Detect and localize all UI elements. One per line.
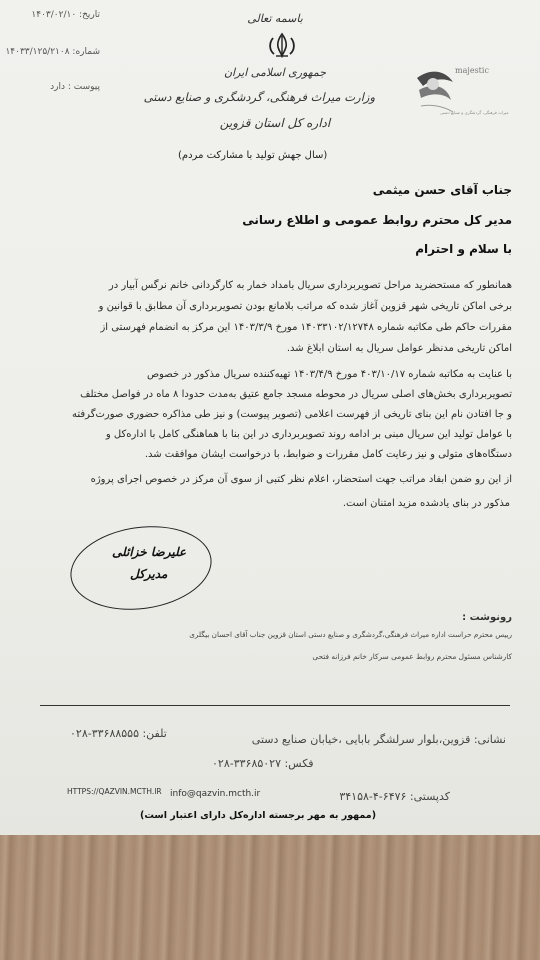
body-line: و جا افتادن نام این بنای تاریخی از فهرست اعلامی (تصویر پیوست) و نیز طی مذاکره حضوری صورت‌گرفته bbox=[72, 409, 512, 420]
footer-stamp-note: (ممهور به مهر برجسته اداره‌کل دارای اعتبار است) bbox=[140, 810, 377, 821]
body-line: مذکور در بنای یادشده مزید امتنان است. bbox=[342, 498, 510, 509]
attachment-line: پیوست : دارد bbox=[50, 82, 100, 92]
body-line: با عنایت به مکاتبه شماره ۴۰۳/۱۰/۱۷ مورخ ۱۴۰۳/۴/۹ تهیه‌کننده سریال مذکور در خصوص bbox=[146, 369, 512, 380]
signature-name: علیرضا خزائلی bbox=[112, 545, 187, 559]
number-value: ۱۴۰۳۳/۱۲۵/۲۱۰۸ bbox=[5, 47, 70, 57]
iran-emblem-icon bbox=[265, 32, 299, 58]
date-line bbox=[31, 10, 100, 20]
recipient-name: جناب آقای حسن میثمی bbox=[372, 183, 512, 197]
cc-line: کارشناس مسئول محترم روابط عمومی سرکار خانم فرزانه فتحی bbox=[312, 652, 512, 661]
logo-text: majestic bbox=[455, 66, 489, 75]
footer-divider bbox=[40, 705, 510, 706]
cc-line: رییس محترم حراست اداره میراث فرهنگی،گردشگری و صنایع دستی استان قزوین جناب آقای احسان بیگلری bbox=[189, 630, 512, 639]
ministry-name: وزارت میراث فرهنگی، گردشگری و صنایع دستی bbox=[143, 90, 375, 104]
body-line: برخی اماکن تاریخی شهر قزوین آغاز شده که مراتب بلامانع بودن تصویربرداری آن مطابق با قوانین و bbox=[98, 301, 512, 312]
footer-address: نشانی: قزوین،بلوار سرلشگر بابایی ،خیابان صنایع دستی bbox=[251, 733, 506, 746]
country-name: جمهوری اسلامی ایران bbox=[223, 66, 327, 79]
signature-title: مدیرکل bbox=[130, 567, 168, 581]
number-line bbox=[5, 47, 100, 57]
body-line: مقررات حاکم طی مکاتبه شماره ۱۴۰۳۳۱۰۲/۱۲۷۴۸ مورخ ۱۴۰۳/۳/۹ این مرکز به انضمام فهرستی از bbox=[100, 322, 512, 333]
office-name: اداره کل استان قزوین bbox=[219, 116, 331, 130]
footer-email: info@qazvin.mcth.ir bbox=[170, 789, 261, 799]
footer-phone: تلفن: ۳۳۶۸۸۵۵۵-۰۲۸ bbox=[70, 727, 167, 740]
body-line: با عوامل تولید این سریال مبنی بر ادامه روند تصویربرداری در این بنا با هماهنگی کامل با اداره‌کل و bbox=[105, 429, 512, 440]
date-value: ۱۴۰۳/۰۲/۱۰ bbox=[31, 10, 77, 20]
greeting-text: با سلام و احترام bbox=[415, 242, 512, 256]
number-label: شماره: bbox=[72, 47, 100, 57]
slogan-text: (سال جهش تولید با مشارکت مردم) bbox=[178, 150, 328, 161]
body-line: تصویربرداری بخش‌های اصلی سریال در محوطه مسجد جامع عتیق به‌مدت حدودا ۸ ماه در فواصل مختلف bbox=[80, 389, 512, 400]
footer-postal: کدپستی: ۶۴۷۶-۴-۳۴۱۵۸ bbox=[339, 790, 450, 803]
body-line: اماکن تاریخی مدنظر عوامل سریال به استان ابلاغ شد. bbox=[286, 343, 512, 354]
body-line: همانطور که مستحضرید مراحل تصویربرداری سریال بامداد خمار به کارگردانی خانم نرگس آبیار در bbox=[108, 280, 512, 291]
logo-subtext: میراث فرهنگی، گردشگری و صنایع دستی bbox=[440, 110, 509, 115]
wooden-table-background bbox=[0, 835, 540, 960]
bismillah-text: باسمه تعالی bbox=[247, 12, 303, 25]
recipient-title: مدیر کل محترم روابط عمومی و اطلاع رسانی bbox=[242, 213, 512, 227]
footer-fax: فکس: ۳۳۶۸۵۰۲۷-۰۲۸ bbox=[212, 757, 314, 770]
body-line: از این رو ضمن ابفاد مراتب جهت استحضار، اعلام نظر کتبی از سوی آن مرکز در خصوص اجرای پروژه bbox=[90, 474, 512, 485]
body-line: دستگاه‌های متولی و نیز رعایت کامل مقررات و ضوابط، با درخواست ایشان موافقت شد. bbox=[144, 449, 512, 460]
date-label: تاریخ: bbox=[79, 10, 100, 20]
footer-website: HTTPS://QAZVIN.MCTH.IR bbox=[67, 787, 162, 796]
cc-label: رونوشت : bbox=[462, 612, 512, 623]
